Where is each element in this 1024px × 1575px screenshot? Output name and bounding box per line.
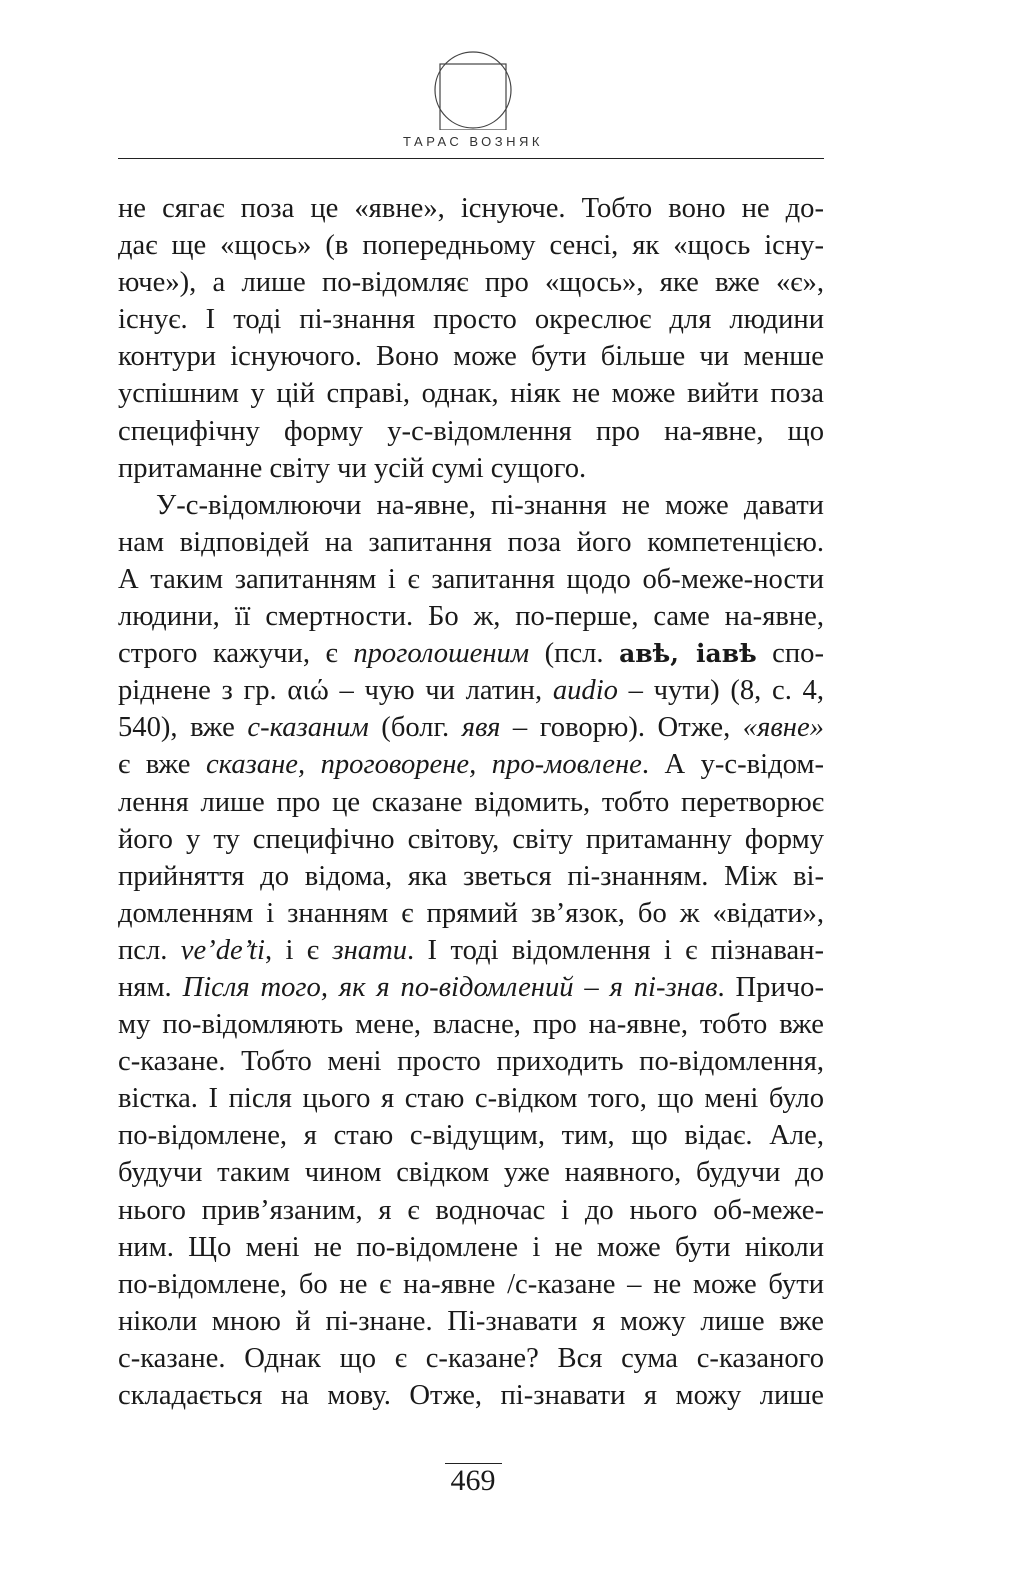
text-line xyxy=(118,784,824,821)
text-segment: строго кажучи, є xyxy=(118,638,354,670)
italic-text: явя xyxy=(461,712,501,744)
text-line xyxy=(118,1377,824,1414)
text-segment: специфічну форму у-с-відомлення про на-явне, що xyxy=(118,415,824,447)
text-line xyxy=(118,895,824,932)
text-segment: А таким запитанням і є запитання щодо об-меже-ности xyxy=(118,563,824,595)
text-segment: дає ще «щось» (в попередньому сенсі, як «щось існу- xyxy=(118,230,824,262)
text-segment: складається на мову. Отже, пі-знавати я можу лише xyxy=(118,1380,824,1411)
text-segment: юче»), а лише по-відомляє про «щось», яке вже «є», xyxy=(118,267,824,299)
text-segment: по-відомлене, бо не є на-явне /с-казане – не може бути xyxy=(118,1268,824,1300)
italic-text: ve’de’ti xyxy=(180,934,265,966)
italic-text: с-казаним xyxy=(247,712,369,744)
text-segment: ніколи мною й пі-знане. Пі-знавати я можу лише вже xyxy=(118,1305,824,1337)
text-line xyxy=(118,1229,824,1266)
text-segment: нам відповідей на запитання поза його компетенцією. xyxy=(118,526,824,558)
text-segment: с-казане. Однак що є с-казане? Вся сума с-казаного xyxy=(118,1342,824,1374)
text-line xyxy=(118,635,824,672)
italic-text: сказане, проговорене, про-мовлене xyxy=(205,749,642,781)
text-line xyxy=(118,1154,824,1191)
text-line xyxy=(118,375,824,412)
text-line xyxy=(118,338,824,375)
text-segment: домленням і знанням є прямий зв’язок, бо ж «відати», xyxy=(118,897,824,929)
text-line xyxy=(118,969,824,1006)
text-segment: будучи таким чином свідком уже наявного, будучи до xyxy=(118,1157,824,1189)
text-segment: . А у-с-відом- xyxy=(641,749,824,781)
text-line xyxy=(118,227,824,264)
text-line xyxy=(118,709,824,746)
text-line xyxy=(118,413,824,450)
text-line xyxy=(118,561,824,598)
text-segment: – говорю). Отже, xyxy=(500,712,743,744)
italic-text: audio xyxy=(552,675,618,707)
text-line xyxy=(118,672,824,709)
text-line xyxy=(118,1006,824,1043)
text-segment: притаманне світу чи усій сумі сущого. xyxy=(118,452,587,484)
text-segment: нього прив’язаним, я є водночас і до нього об-меже- xyxy=(118,1194,824,1226)
text-line xyxy=(118,1266,824,1303)
text-segment: (псл. xyxy=(529,638,620,670)
text-line xyxy=(118,1043,824,1080)
italic-text: «явне» xyxy=(742,712,824,744)
text-segment: людини, її смертности. Бо ж, по-перше, саме на-явне, xyxy=(118,601,824,633)
text-segment: ріднене з гр. αιώ – чую чи латин, xyxy=(118,675,553,707)
text-segment: . Причо- xyxy=(717,971,824,1003)
text-line xyxy=(118,264,824,301)
text-line xyxy=(118,821,824,858)
text-line xyxy=(118,524,824,561)
text-segment: ним. Що мені не по-відомлене і не може бути ніколи xyxy=(118,1231,824,1263)
header-rule xyxy=(118,158,824,159)
text-line xyxy=(118,598,824,635)
text-line xyxy=(118,1080,824,1117)
text-segment: не сягає поза це «явне», існуюче. Тобто воно не до- xyxy=(118,193,824,224)
text-segment: є вже xyxy=(118,749,206,781)
text-line xyxy=(118,1303,824,1340)
italic-text: Після того, як я по-відомлений – я пі-знав xyxy=(182,971,718,1003)
text-segment: успішним у цій справі, однак, ніяк не може вийти поза xyxy=(118,378,824,410)
page-number-value: 469 xyxy=(445,1463,502,1497)
italic-text: проголошеним xyxy=(353,638,530,670)
text-segment: контури існуючого. Воно може бути більше чи менше xyxy=(118,341,824,373)
text-segment: 540), вже xyxy=(118,712,248,744)
text-line xyxy=(118,1192,824,1229)
text-segment: , і є xyxy=(264,934,333,966)
circle-square-emblem xyxy=(433,50,513,130)
text-line xyxy=(118,746,824,783)
text-segment: його у ту специфічно світову, світу притаманну форму xyxy=(118,823,824,855)
text-segment: по-відомлене, я стаю с-відущим, тим, що відає. Але, xyxy=(118,1120,824,1152)
body-text xyxy=(118,190,824,1414)
text-segment: У-с-відомлюючи на-явне, пі-знання не може давати xyxy=(156,489,824,521)
text-segment: псл. xyxy=(118,934,181,966)
text-segment: с-казане. Тобто мені просто приходить по-відомлення, xyxy=(118,1046,824,1078)
text-line xyxy=(118,487,824,524)
text-segment: му по-відомляють мене, власне, про на-явне, тобто вже xyxy=(118,1009,824,1041)
text-line xyxy=(118,1117,824,1154)
page-number xyxy=(0,1464,946,1498)
text-segment: прийняття до відома, яка зветься пі-знанням. Між ві- xyxy=(118,860,824,892)
text-line xyxy=(118,1340,824,1377)
text-segment: ням. xyxy=(118,971,183,1003)
text-segment: вістка. І після цього я стаю с-відком того, що мені було xyxy=(118,1083,824,1115)
text-segment: (болг. xyxy=(368,712,462,744)
text-segment: лення лише про це сказане відомить, тобто перетворює xyxy=(118,786,824,818)
text-line xyxy=(118,932,824,969)
text-line xyxy=(118,301,824,338)
italic-text: знати xyxy=(332,934,408,966)
text-line xyxy=(118,190,824,227)
text-segment: – чути) (8, с. 4, xyxy=(617,675,824,707)
old-slavonic-text: авѣ, іавѣ xyxy=(619,639,757,669)
running-head: ТАРАС ВОЗНЯК xyxy=(403,134,543,149)
text-line xyxy=(118,450,824,487)
text-segment: . І тоді відомлення і є пізнаван- xyxy=(407,934,825,966)
text-segment: спо- xyxy=(756,638,824,670)
text-line xyxy=(118,858,824,895)
text-segment: існує. І тоді пі-знання просто окреслює для людини xyxy=(118,304,824,336)
